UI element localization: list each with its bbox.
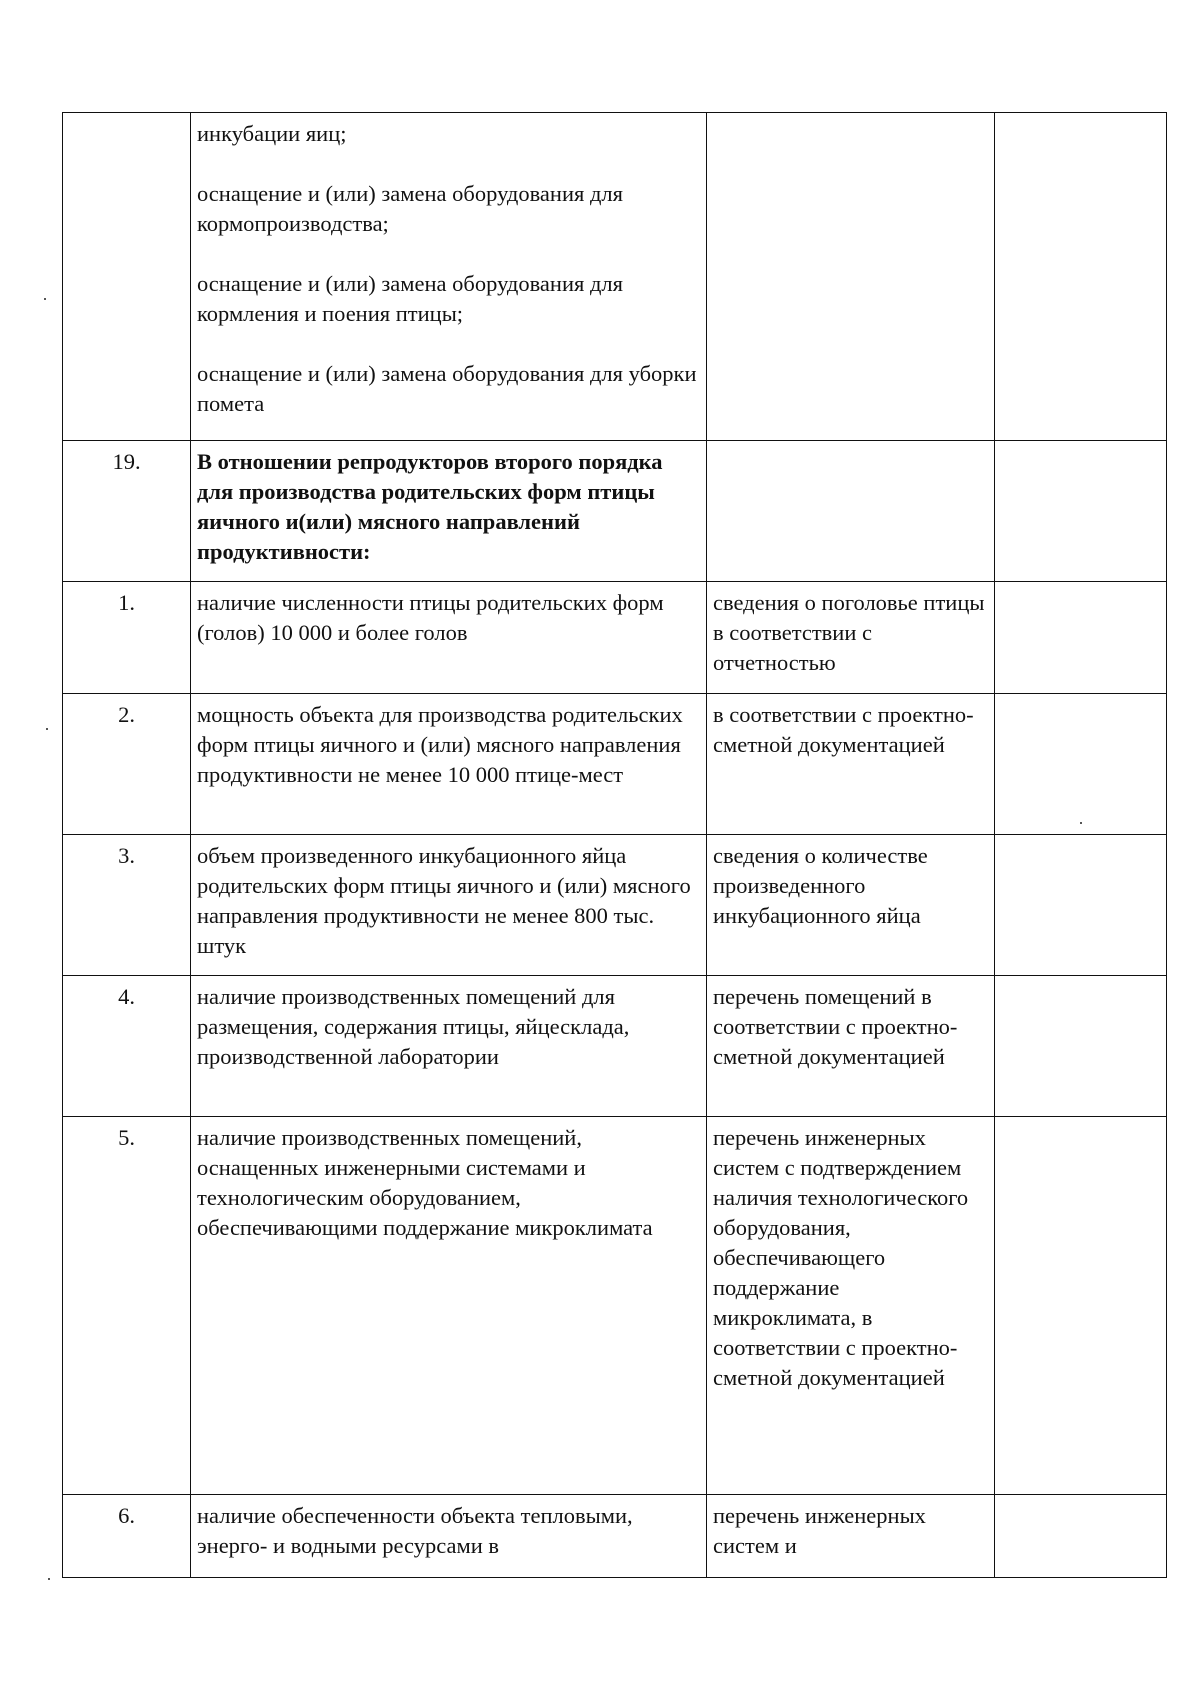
table-row xyxy=(63,441,1167,582)
document-cell: перечень помещений в соответствии с проектно-сметной документацией xyxy=(707,976,995,1117)
document-cell: в соответствии с проектно-сметной документацией xyxy=(707,694,995,835)
document-cell: перечень инженерных систем и xyxy=(707,1495,995,1578)
empty-cell xyxy=(995,441,1167,582)
document-cell xyxy=(707,441,995,582)
document-cell: сведения о поголовье птицы в соответствии с отчетностью xyxy=(707,582,995,694)
table-row xyxy=(63,1495,1167,1578)
scan-speck xyxy=(46,728,48,730)
criteria-table xyxy=(62,112,1167,1578)
table-row xyxy=(63,113,1167,441)
table-row xyxy=(63,1117,1167,1495)
criterion-cell: наличие производственных помещений для размещения, содержания птицы, яйцесклада, производственной лаборатории xyxy=(191,976,707,1117)
row-number: 2. xyxy=(63,694,191,835)
table-row xyxy=(63,976,1167,1117)
scan-speck xyxy=(1080,822,1082,824)
table-row xyxy=(63,835,1167,976)
document-cell: сведения о количестве произведенного инкубационного яйца xyxy=(707,835,995,976)
row-number xyxy=(63,113,191,441)
criterion-cell: наличие производственных помещений, оснащенных инженерными системами и технологическим оборудованием, обеспечивающими поддержание микроклимата xyxy=(191,1117,707,1495)
row-number: 19. xyxy=(63,441,191,582)
section-heading: В отношении репродукторов второго порядка для производства родительских форм птицы яичного и(или) мясного направлений продуктивности: xyxy=(191,441,707,582)
scan-speck xyxy=(44,298,46,300)
criterion-cell: объем произведенного инкубационного яйца родительских форм птицы яичного и (или) мясного направления продуктивности не менее 800 тыс. штук xyxy=(191,835,707,976)
empty-cell xyxy=(995,835,1167,976)
criterion-cell: наличие численности птицы родительских форм (голов) 10 000 и более голов xyxy=(191,582,707,694)
empty-cell xyxy=(995,1495,1167,1578)
empty-cell xyxy=(995,113,1167,441)
criterion-paragraph: оснащение и (или) замена оборудования для кормопроизводства; xyxy=(197,181,623,236)
row-number: 5. xyxy=(63,1117,191,1495)
empty-cell xyxy=(995,694,1167,835)
criterion-cell xyxy=(191,113,707,441)
row-number: 3. xyxy=(63,835,191,976)
row-number: 1. xyxy=(63,582,191,694)
empty-cell xyxy=(995,1117,1167,1495)
document-cell: перечень инженерных систем с подтверждением наличия технологического оборудования, обеспечивающего поддержание микроклимата, в соответствии с проектно-сметной документацией xyxy=(707,1117,995,1495)
criterion-cell: мощность объекта для производства родительских форм птицы яичного и (или) мясного направления продуктивности не менее 10 000 птице-мест xyxy=(191,694,707,835)
criterion-paragraph: оснащение и (или) замена оборудования для уборки помета xyxy=(197,361,697,416)
table-row xyxy=(63,694,1167,835)
empty-cell xyxy=(995,582,1167,694)
criterion-cell: наличие обеспеченности объекта тепловыми, энерго- и водными ресурсами в xyxy=(191,1495,707,1578)
scan-speck xyxy=(48,1578,50,1580)
document-cell xyxy=(707,113,995,441)
criterion-paragraph: инкубации яиц; xyxy=(197,121,347,146)
row-number: 6. xyxy=(63,1495,191,1578)
row-number: 4. xyxy=(63,976,191,1117)
criterion-paragraph: оснащение и (или) замена оборудования для кормления и поения птицы; xyxy=(197,271,623,326)
table-row xyxy=(63,582,1167,694)
empty-cell xyxy=(995,976,1167,1117)
